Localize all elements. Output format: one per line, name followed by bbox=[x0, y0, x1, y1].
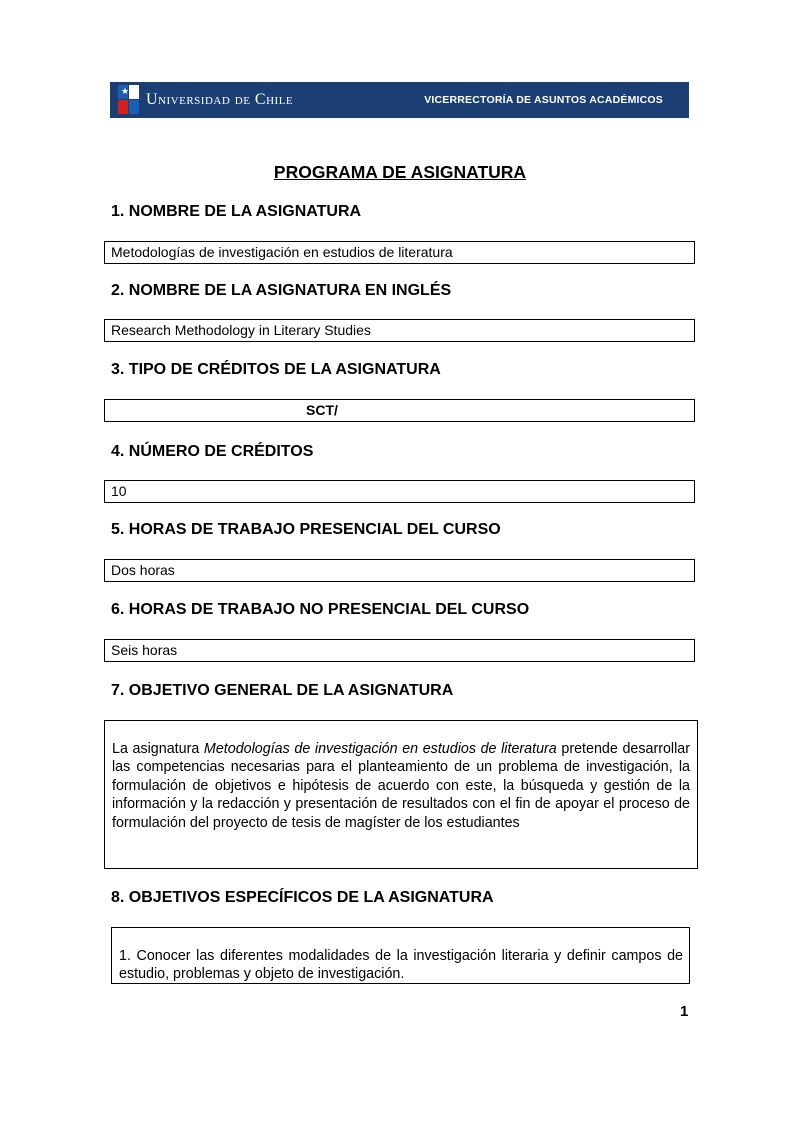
vicerrectoria-label: VICERRECTORÍA DE ASUNTOS ACADÉMICOS bbox=[424, 94, 663, 106]
section-8-title: 8. OBJETIVOS ESPECÍFICOS DE LA ASIGNATURA bbox=[111, 889, 494, 906]
section-2-title: 2. NOMBRE DE LA ASIGNATURA EN INGLÉS bbox=[111, 282, 452, 299]
specific-objectives-box bbox=[111, 927, 690, 984]
section-7-title: 7. OBJETIVO GENERAL DE LA ASIGNATURA bbox=[111, 682, 454, 699]
university-crest-icon: ★ bbox=[118, 85, 140, 115]
section-6-title: 6. HORAS DE TRABAJO NO PRESENCIAL DEL CURSO bbox=[111, 601, 530, 618]
section-4-title: 4. NÚMERO DE CRÉDITOS bbox=[111, 443, 314, 460]
page-number: 1 bbox=[680, 1003, 689, 1020]
section-5-title: 5. HORAS DE TRABAJO PRESENCIAL DEL CURSO bbox=[111, 521, 501, 538]
section-3-title: 3. TIPO DE CRÉDITOS DE LA ASIGNATURA bbox=[111, 361, 441, 378]
section-3-box bbox=[104, 399, 695, 422]
section-4-value: 10 bbox=[104, 480, 695, 503]
general-objective-course-name: Metodologías de investigación en estudios de literatura bbox=[203, 741, 557, 757]
section-2-value: Research Methodology in Literary Studies bbox=[104, 319, 695, 342]
section-3-value: SCT/ bbox=[306, 402, 338, 418]
section-6-value: Seis horas bbox=[104, 639, 695, 662]
section-5-value: Dos horas bbox=[104, 559, 695, 582]
page-title: PROGRAMA DE ASIGNATURA bbox=[273, 162, 527, 182]
university-name: Universidad de Chile bbox=[146, 91, 294, 108]
general-objective-body: pretende desarrollar las competencias necesarias para el planteamiento de un problema de investigación, la formulación de objetivos e hipótesis de acuerdo con este, la búsqueda y gestión de la información y la redacción y presentación de resultados con el fin de apoyar el proceso de formulación del proyecto de tesis de magíster de los estudiantes bbox=[112, 741, 690, 831]
general-objective-prefix: La asignatura bbox=[112, 741, 204, 757]
section-1-title: 1. NOMBRE DE LA ASIGNATURA bbox=[111, 203, 362, 220]
general-objective-box bbox=[104, 720, 698, 869]
header-banner bbox=[110, 82, 689, 118]
section-1-value: Metodologías de investigación en estudios de literatura bbox=[104, 241, 695, 264]
specific-objective-item: 1. Conocer las diferentes modalidades de la investigación literaria y definir campos de estudio, problemas y objeto de investigación. bbox=[119, 948, 683, 982]
